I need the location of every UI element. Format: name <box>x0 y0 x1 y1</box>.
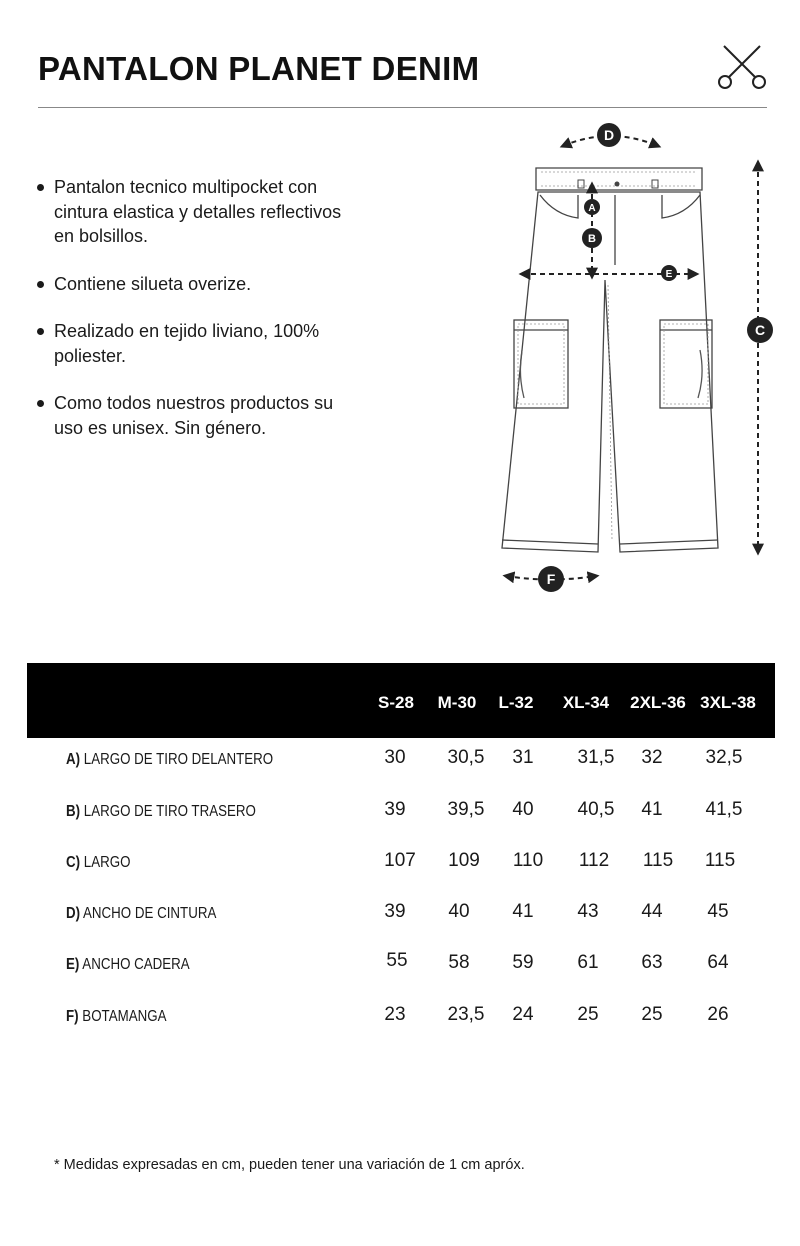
table-cell: 30,5 <box>447 747 485 768</box>
table-cell: 40 <box>448 901 470 922</box>
marker-c <box>747 317 773 343</box>
table-cell: 41,5 <box>705 799 743 820</box>
row-label: A) LARGO DE TIRO DELANTERO <box>66 751 274 768</box>
size-header: M-30 <box>437 693 477 712</box>
table-cell: 41 <box>641 799 663 820</box>
size-header: 3XL-38 <box>700 693 756 712</box>
row-label: C) LARGO <box>66 854 131 871</box>
svg-text:D: D <box>603 127 615 143</box>
marker-e <box>661 265 677 281</box>
pants-diagram <box>490 115 780 605</box>
table-cell: 115 <box>642 850 674 871</box>
size-table-header <box>27 663 775 738</box>
table-cell: 45 <box>707 901 729 922</box>
footnote: * Medidas expresadas en cm, pueden tener una variación de 1 cm apróx. <box>54 1157 525 1173</box>
table-row <box>0 950 800 980</box>
table-cell: 39 <box>384 901 406 922</box>
table-cell: 64 <box>707 952 729 973</box>
table-cell: 40,5 <box>577 799 615 820</box>
row-label: F) BOTAMANGA <box>66 1008 167 1025</box>
row-label: B) LARGO DE TIRO TRASERO <box>66 803 256 820</box>
svg-text:F: F <box>546 571 556 587</box>
table-row <box>0 745 800 775</box>
scissors-icon <box>716 42 768 90</box>
svg-text:B: B <box>588 233 596 245</box>
table-cell: 41 <box>512 901 534 922</box>
size-header: XL-34 <box>562 693 610 712</box>
table-cell: 25 <box>577 1004 599 1025</box>
feature-item: Pantalon tecnico multipocket con cintura elastica y detalles reflectivos en bolsillos. <box>34 175 344 249</box>
feature-item: Realizado en tejido liviano, 100% poliester. <box>34 319 344 368</box>
table-row <box>0 797 800 827</box>
table-cell: 23 <box>384 1004 406 1025</box>
table-cell: 32 <box>641 747 663 768</box>
table-cell: 109 <box>448 850 480 871</box>
table-cell: 44 <box>641 901 663 922</box>
table-cell: 112 <box>578 850 610 871</box>
table-row <box>0 1002 800 1032</box>
svg-text:E: E <box>665 269 673 280</box>
table-cell: 26 <box>707 1004 729 1025</box>
table-cell: 59 <box>512 952 534 973</box>
table-cell: 107 <box>384 850 416 871</box>
title-divider <box>38 107 767 108</box>
table-cell: 58 <box>448 952 470 973</box>
feature-list <box>34 175 344 463</box>
table-row <box>0 848 800 878</box>
row-label: E) ANCHO CADERA <box>66 956 190 973</box>
size-header: L-32 <box>498 693 534 712</box>
table-cell: 32,5 <box>705 747 743 768</box>
feature-item: Contiene silueta overize. <box>34 272 344 297</box>
table-cell: 39 <box>384 799 406 820</box>
table-cell: 110 <box>512 850 544 871</box>
table-cell: 61 <box>577 952 599 973</box>
size-header: 2XL-36 <box>630 693 686 712</box>
size-header: S-28 <box>378 693 414 712</box>
table-cell: 39,5 <box>447 799 485 820</box>
marker-a <box>584 199 600 215</box>
table-row <box>0 899 800 929</box>
marker-f <box>538 566 564 592</box>
measure-lines <box>506 136 758 580</box>
page-title: PANTALON PLANET DENIM <box>38 50 480 87</box>
table-cell: 43 <box>577 901 599 922</box>
table-cell: 30 <box>384 747 406 768</box>
row-label: D) ANCHO DE CINTURA <box>66 905 217 922</box>
marker-d <box>597 123 621 147</box>
pants-outline <box>502 168 718 552</box>
marker-b <box>582 228 602 248</box>
table-cell: 23,5 <box>447 1004 485 1025</box>
svg-text:A: A <box>588 203 596 214</box>
table-cell: 24 <box>512 1004 534 1025</box>
table-cell: 63 <box>641 952 663 973</box>
table-cell: 31 <box>512 747 534 768</box>
table-cell: 40 <box>512 799 534 820</box>
svg-text:C: C <box>754 322 766 338</box>
table-cell: 115 <box>704 850 736 871</box>
table-cell: 55 <box>386 950 408 971</box>
table-cell: 25 <box>641 1004 663 1025</box>
feature-item: Como todos nuestros productos su uso es unisex. Sin género. <box>34 391 344 440</box>
table-cell: 31,5 <box>577 747 615 768</box>
